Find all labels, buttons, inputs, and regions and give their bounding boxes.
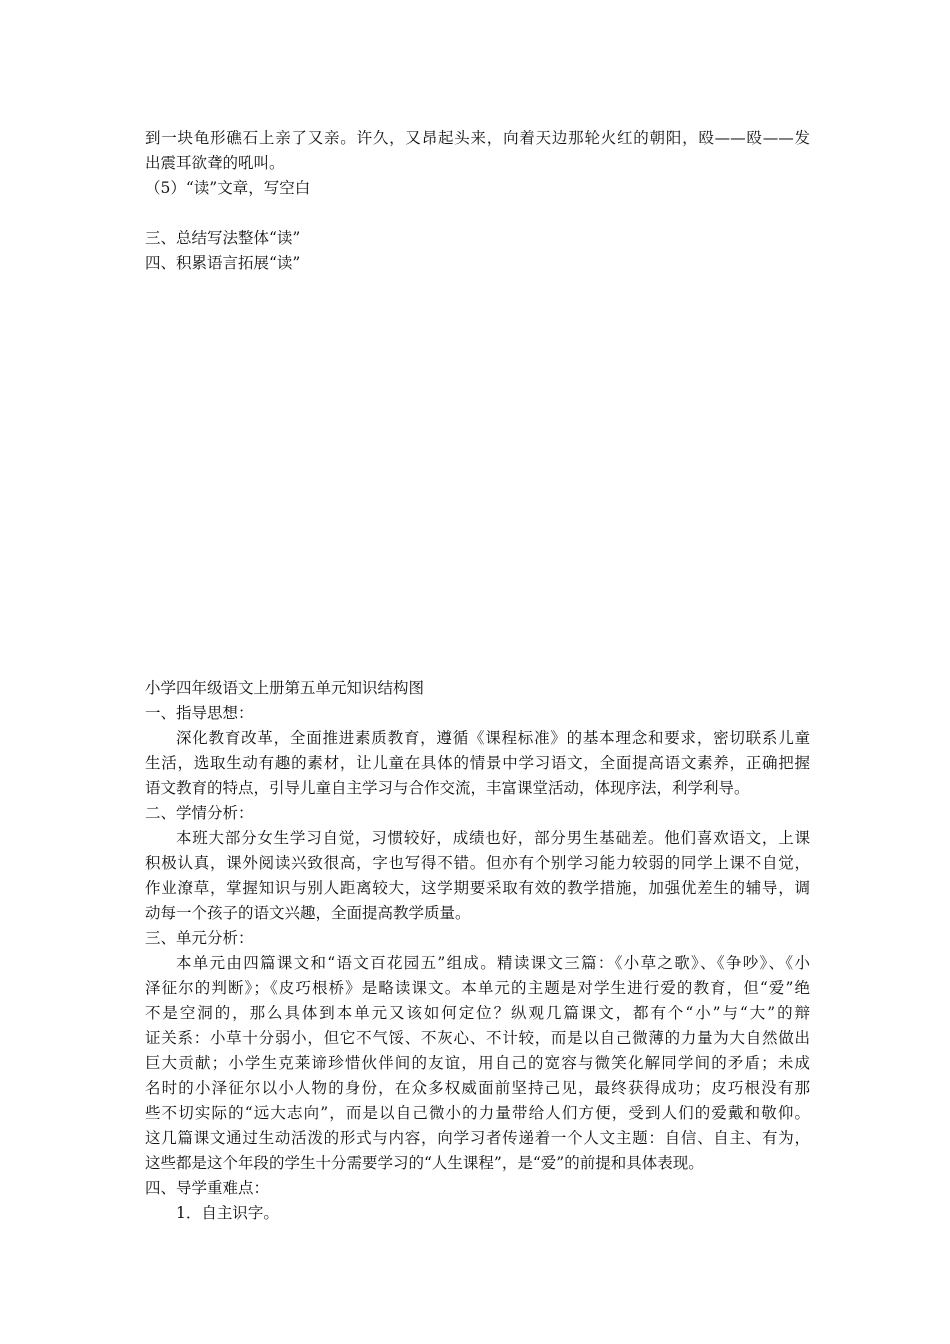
paragraph-line: 本班大部分女生学习自觉，习惯较好，成绩也好，部分男生基础差。他们喜欢语文，上课 — [176, 829, 810, 847]
paragraph-line: 泽征尔的判断》；《皮巧根桥》是略读课文。本单元的主题是对学生进行爱的教育，但“爱”绝 — [145, 979, 810, 997]
document-page — [145, 0, 810, 1344]
paragraph-line: 些不切实际的“远大志向”，而是以自己微小的力量带给人们方便，受到人们的爱戴和敬仰。 — [145, 1104, 810, 1122]
paragraph-line: 作业潦草，掌握知识与别人距离较大，这学期要采取有效的教学措施，加强优差生的辅导，调 — [145, 879, 810, 897]
section-heading: 一、指导思想： — [145, 704, 254, 722]
paragraph-line: 证关系：小草十分弱小，但它不气馁、不灰心、不计较，而是以自己微薄的力量为大自然做出 — [145, 1029, 810, 1047]
top-section — [145, 126, 810, 201]
section-heading: 三、单元分析： — [145, 929, 254, 947]
paragraph-line: 本单元由四篇课文和“语文百花园五”组成。精读课文三篇：《小草之歌》、《争吵》、《小 — [176, 954, 810, 972]
paragraph-line: 动每一个孩子的语文兴趣，全面提高教学质量。 — [145, 904, 471, 922]
paragraph-line: 语文教育的特点，引导儿童自主学习与合作交流，丰富课堂活动，体现序法，利学利导。 — [145, 779, 750, 797]
section-heading: 四、导学重难点： — [145, 1179, 270, 1197]
paragraph-line: 这几篇课文通过生动活泼的形式与内容，向学习者传递着一个人文主题：自信、自主、有为， — [145, 1129, 810, 1147]
list-item: 1．自主识字。 — [176, 1204, 279, 1222]
document-title: 小学四年级语文上册第五单元知识结构图 — [145, 679, 425, 697]
text-line: 到一块龟形礁石上亲了又亲。许久，又昂起头来，向着天边那轮火红的朝阳，殴——殴——发 — [145, 129, 810, 147]
paragraph-line: 生活，选取生动有趣的素材，让儿童在具体的情景中学习语文，全面提高语文素养，正确把握 — [145, 754, 810, 772]
section-heading: 二、学情分析： — [145, 804, 254, 822]
paragraph-line: 这些都是这个年段的学生十分需要学习的“人生课程”，是“爱”的前提和具体表现。 — [145, 1154, 704, 1172]
section-heading: 三、总结写法整体“读” — [145, 229, 301, 247]
bottom-section — [145, 676, 810, 1226]
top-headings — [145, 226, 810, 276]
paragraph-line: 巨大贡献；小学生克莱谛珍惜伙伴间的友谊，用自己的宽容与微笑化解同学间的矛盾；未成 — [145, 1054, 810, 1072]
paragraph-line: 积极认真，课外阅读兴致很高，字也写得不错。但亦有个别学习能力较弱的同学上课不自觉， — [145, 854, 810, 872]
text-line: （5）“读”文章，写空白 — [145, 179, 311, 197]
paragraph-line: 名时的小泽征尔以小人物的身份，在众多权威面前坚持己见，最终获得成功；皮巧根没有那 — [145, 1079, 810, 1097]
paragraph-line: 深化教育改革，全面推进素质教育，遵循《课程标准》的基本理念和要求，密切联系儿童 — [176, 729, 810, 747]
text-line: 出震耳欲聋的吼叫。 — [145, 154, 285, 172]
paragraph-line: 不是空洞的，那么具体到本单元又该如何定位？纵观几篇课文，都有个“小”与“大”的辩 — [145, 1004, 810, 1022]
section-heading: 四、积累语言拓展“读” — [145, 254, 301, 272]
